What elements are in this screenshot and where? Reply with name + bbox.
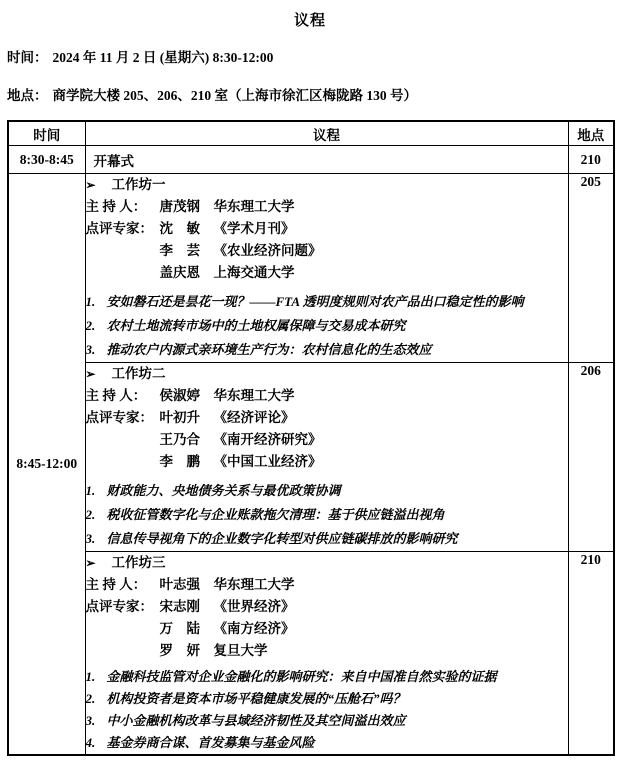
workshop-1-cell xyxy=(85,174,568,363)
paper-title: 基金券商合谋、首发募集与基金风险 xyxy=(106,735,315,750)
paper-item xyxy=(86,503,568,527)
paper-title: 农村土地流转市场中的土地权属保障与交易成本研究 xyxy=(106,318,406,333)
event-location-line xyxy=(7,84,613,104)
workshop-3-row xyxy=(8,552,614,756)
paper-title: 机构投资者是资本市场平稳健康发展的“压舱石”吗？ xyxy=(106,691,406,706)
paper-title: 财政能力、央地债务关系与最优政策协调 xyxy=(106,483,341,498)
expert-name: 沈 敏 xyxy=(159,221,200,236)
workshop-2-paper-list xyxy=(86,479,568,551)
host-label: 主 持 人： xyxy=(85,577,147,592)
workshop-3-title-line xyxy=(86,552,568,574)
workshop-2-expert-line xyxy=(86,407,568,429)
expert-name: 王乃合 xyxy=(159,432,200,447)
opening-time: 8:30-8:45 xyxy=(8,146,85,174)
opening-title: 开幕式 xyxy=(85,146,568,174)
paper-number: 1. xyxy=(85,669,96,684)
paper-number: 3. xyxy=(85,342,96,357)
col-header-agenda: 议程 xyxy=(85,121,568,146)
paper-item xyxy=(86,710,568,732)
arrow-bullet-icon: ➢ xyxy=(85,367,96,381)
workshop-3-expert-line xyxy=(86,640,568,662)
workshop-2-row xyxy=(8,363,614,552)
paper-number: 2. xyxy=(85,318,96,333)
location-value: 商学院大楼 205、206、210 室（上海市徐汇区梅陇路 130 号） xyxy=(52,88,417,103)
col-header-time: 时间 xyxy=(8,121,85,146)
host-affiliation: 华东理工大学 xyxy=(213,388,295,403)
workshop-3-location: 210 xyxy=(568,552,614,756)
expert-affiliation: 上海交通大学 xyxy=(213,265,295,280)
expert-affiliation: 《中国工业经济》 xyxy=(213,454,322,469)
expert-affiliation: 《世界经济》 xyxy=(213,599,295,614)
expert-affiliation: 《学术月刊》 xyxy=(213,221,295,236)
workshop-1-host-line xyxy=(86,196,568,218)
paper-number: 1. xyxy=(85,294,96,309)
time-label: 时间： xyxy=(7,50,48,65)
experts-label: 点评专家： xyxy=(85,221,153,236)
paper-title: 税收征管数字化与企业账款拖欠清理：基于供应链溢出视角 xyxy=(106,507,445,522)
workshop-3-expert-line xyxy=(86,618,568,640)
paper-number: 2. xyxy=(85,507,96,522)
workshop-2-cell xyxy=(85,363,568,552)
arrow-bullet-icon: ➢ xyxy=(85,178,96,192)
workshop-1-expert-line xyxy=(86,262,568,284)
expert-name: 宋志刚 xyxy=(159,599,200,614)
paper-item xyxy=(86,527,568,551)
paper-item xyxy=(86,290,568,314)
experts-label: 点评专家： xyxy=(85,410,153,425)
workshop-2-expert-line xyxy=(86,451,568,473)
host-affiliation: 华东理工大学 xyxy=(213,199,295,214)
host-label: 主 持 人： xyxy=(85,199,147,214)
paper-number: 2. xyxy=(85,691,96,706)
workshop-3-host-line xyxy=(86,574,568,596)
paper-title: 安如磐石还是昙花一现？——FTA 透明度规则对农产品出口稳定性的影响 xyxy=(106,294,524,309)
host-affiliation: 华东理工大学 xyxy=(213,577,295,592)
workshop-1-row xyxy=(8,174,614,363)
workshop-3-expert-line xyxy=(86,596,568,618)
paper-item xyxy=(86,314,568,338)
paper-number: 3. xyxy=(85,531,96,546)
workshop-3-paper-list xyxy=(86,666,568,754)
workshop-2-expert-line xyxy=(86,429,568,451)
host-name: 叶志强 xyxy=(159,577,200,592)
col-header-location: 地点 xyxy=(568,121,614,146)
paper-item xyxy=(86,479,568,503)
paper-item xyxy=(86,338,568,362)
arrow-bullet-icon: ➢ xyxy=(85,556,96,570)
experts-label: 点评专家： xyxy=(85,599,153,614)
expert-name: 罗 妍 xyxy=(159,643,200,658)
paper-number: 3. xyxy=(85,713,96,728)
paper-item xyxy=(86,688,568,710)
time-value: 2024 年 11 月 2 日 (星期六) 8:30-12:00 xyxy=(52,50,274,65)
workshop-1-expert-line xyxy=(86,218,568,240)
host-name: 唐茂钢 xyxy=(159,199,200,214)
workshop-3-title: 工作坊三 xyxy=(111,555,166,570)
paper-title: 中小金融机构改革与县域经济韧性及其空间溢出效应 xyxy=(106,713,406,728)
expert-name: 盖庆恩 xyxy=(159,265,200,280)
workshop-1-location: 205 xyxy=(568,174,614,363)
table-header-row xyxy=(8,121,614,146)
paper-item xyxy=(86,732,568,754)
location-label: 地点： xyxy=(7,88,48,103)
expert-affiliation: 复旦大学 xyxy=(213,643,268,658)
page-title: 议程 xyxy=(293,13,326,29)
opening-ceremony-row xyxy=(8,146,614,174)
paper-title: 金融科技监管对企业金融化的影响研究：来自中国准自然实验的证据 xyxy=(106,669,497,684)
host-label: 主 持 人： xyxy=(85,388,147,403)
workshop-2-location: 206 xyxy=(568,363,614,552)
workshop-1-paper-list xyxy=(86,290,568,362)
paper-number: 4. xyxy=(85,735,96,750)
workshop-2-title-line xyxy=(86,363,568,385)
event-time-line xyxy=(7,46,613,66)
paper-item xyxy=(86,666,568,688)
host-name: 侯淑婷 xyxy=(159,388,200,403)
expert-name: 万 陆 xyxy=(159,621,200,636)
expert-affiliation: 《南方经济》 xyxy=(213,621,295,636)
expert-affiliation: 《经济评论》 xyxy=(213,410,295,425)
workshop-3-cell xyxy=(85,552,568,756)
paper-title: 推动农户内源式亲环境生产行为：农村信息化的生态效应 xyxy=(106,342,432,357)
expert-affiliation: 《南开经济研究》 xyxy=(213,432,322,447)
workshop-2-title: 工作坊二 xyxy=(111,366,166,381)
expert-name: 李 芸 xyxy=(159,243,200,258)
workshop-1-title-line xyxy=(86,174,568,196)
paper-number: 1. xyxy=(85,483,96,498)
opening-location: 210 xyxy=(568,146,614,174)
paper-title: 信息传导视角下的企业数字化转型对供应链碳排放的影响研究 xyxy=(106,531,458,546)
expert-affiliation: 《农业经济问题》 xyxy=(213,243,322,258)
workshop-2-host-line xyxy=(86,385,568,407)
agenda-table xyxy=(7,120,615,756)
expert-name: 李 鹏 xyxy=(159,454,200,469)
workshop-1-title: 工作坊一 xyxy=(111,177,166,192)
session-time-cell: 8:45-12:00 xyxy=(8,174,85,756)
expert-name: 叶初升 xyxy=(159,410,200,425)
workshop-1-expert-line xyxy=(86,240,568,262)
